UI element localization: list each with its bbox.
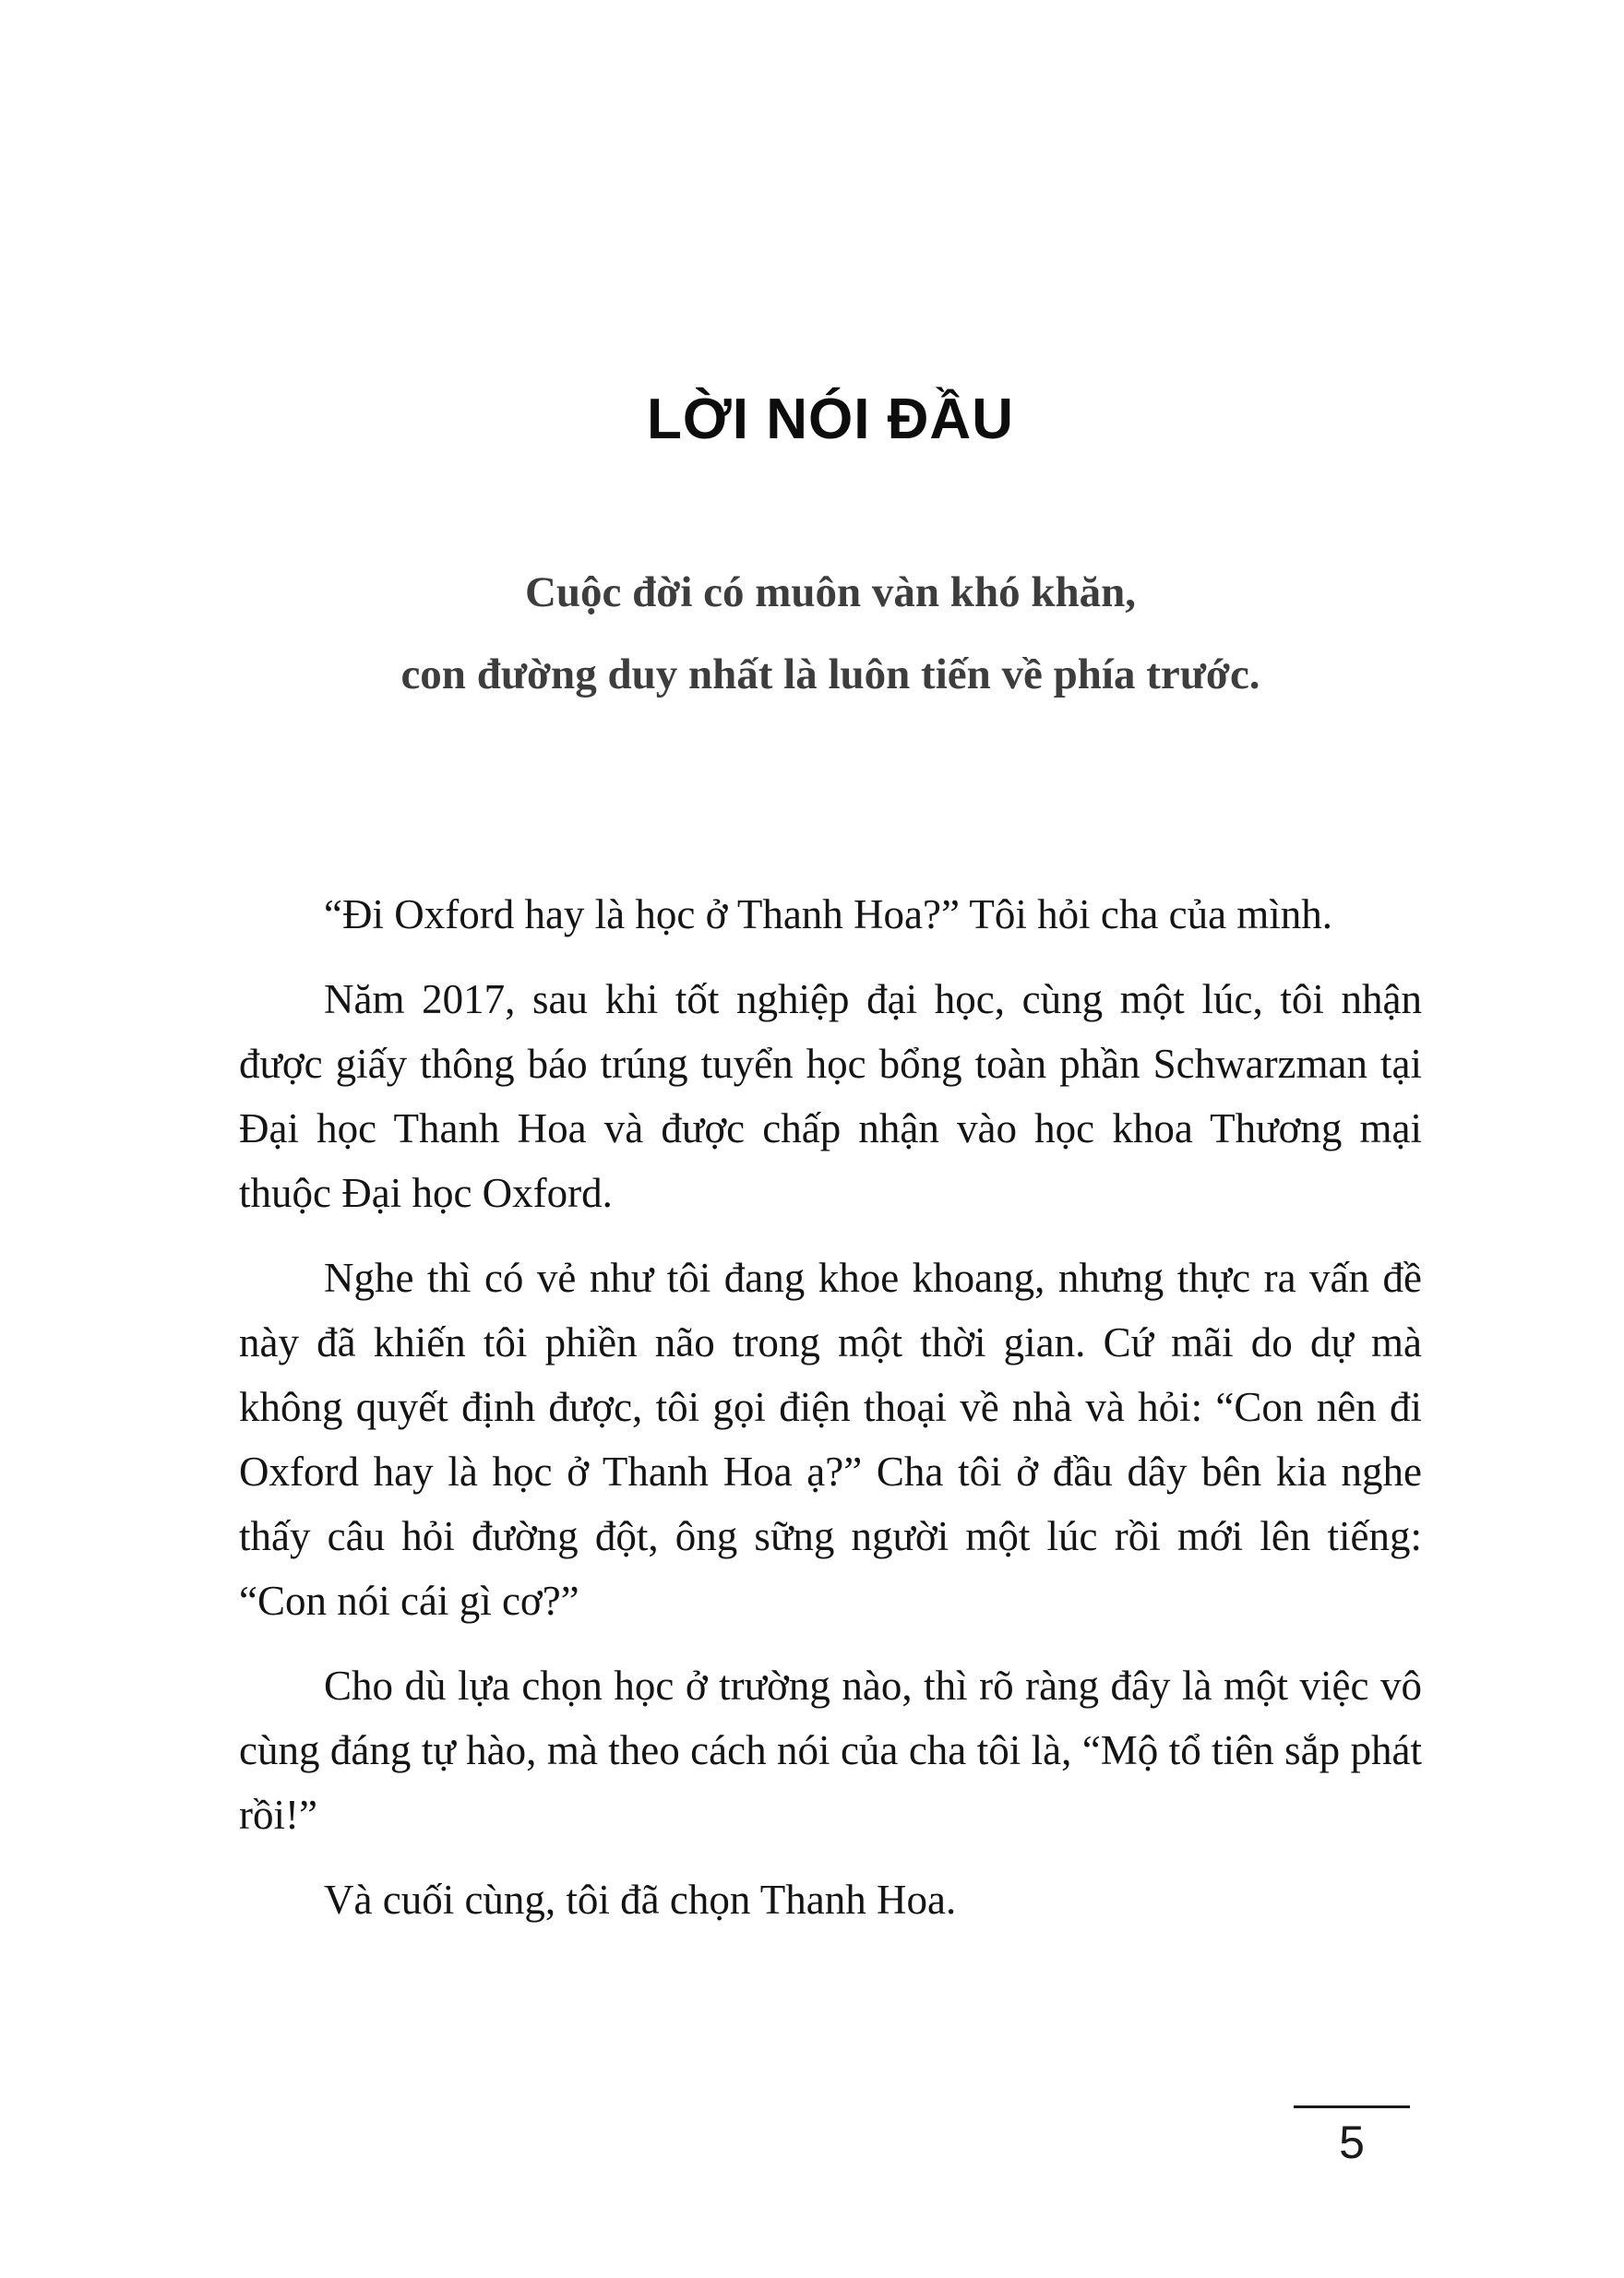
paragraph-3: Nghe thì có vẻ như tôi đang khoe khoang, nhưng thực ra vấn đề này đã khiến tôi phiền não trong một thời gian. Cứ mãi do dự mà không quyết định được, tôi gọi điện thoại về nhà và hỏi: “Con nên đi Oxford hay là học ở Thanh Hoa ạ?” Cha tôi ở đầu dây bên kia nghe thấy câu hỏi đường đột, ông sững người một lúc rồi mới lên tiếng: “Con nói cái gì cơ?” bbox=[239, 1255, 1422, 1624]
page-number: 5 bbox=[1339, 2117, 1365, 2168]
epigraph-line-1: Cuộc đời có muôn vàn khó khăn, bbox=[524, 568, 1137, 616]
body-text bbox=[239, 882, 1422, 1952]
paragraph-4: Cho dù lựa chọn học ở trường nào, thì rõ ràng đây là một việc vô cùng đáng tự hào, mà theo cách nói của cha tôi là, “Mộ tổ tiên sắp phát rồi!” bbox=[239, 1663, 1422, 1838]
chapter-title: LỜI NÓI ĐẦU bbox=[647, 388, 1014, 451]
epigraph bbox=[202, 552, 1459, 716]
epigraph-line-2: con đường duy nhất là luôn tiến về phía trước. bbox=[400, 650, 1260, 698]
footer-rule bbox=[1294, 2105, 1410, 2108]
paragraph-5: Và cuối cùng, tôi đã chọn Thanh Hoa. bbox=[324, 1877, 957, 1923]
paragraph-2: Năm 2017, sau khi tốt nghiệp đại học, cùng một lúc, tôi nhận được giấy thông báo trúng tuyển học bổng toàn phần Schwarzman tại Đại học Thanh Hoa và được chấp nhận vào học khoa Thương mại thuộc Đại học Oxford. bbox=[239, 976, 1422, 1216]
paragraph-1: “Đi Oxford hay là học ở Thanh Hoa?” Tôi hỏi cha của mình. bbox=[324, 891, 1333, 937]
